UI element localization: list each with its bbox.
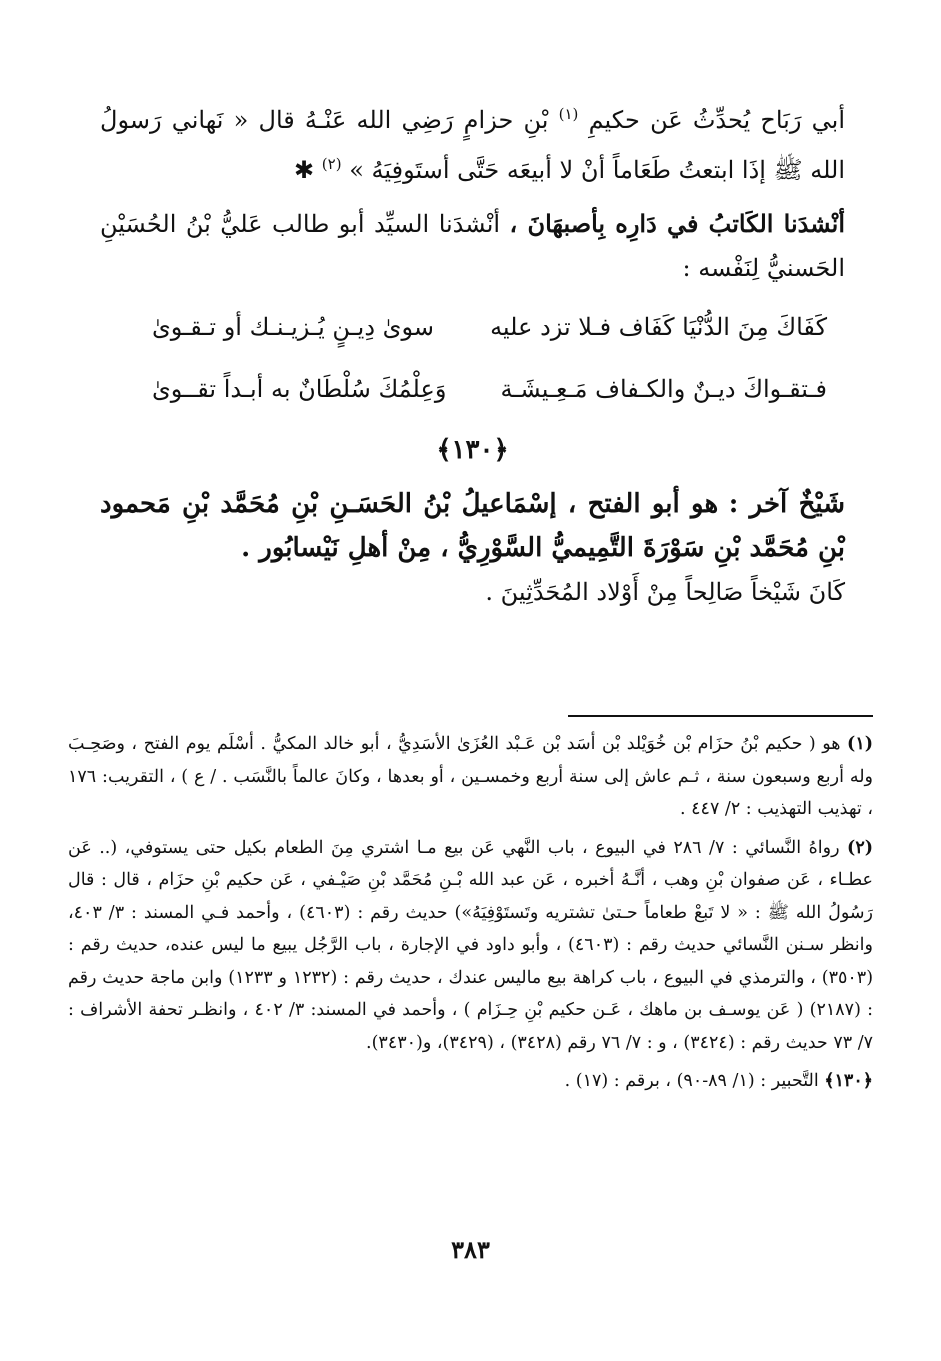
footnote-1-text: هو ( حكيم بْنُ حزَام بْن خُوَيْلد بْن أسَد بْن عَـبْد العُزَىٰ الأسَدِيُّ ، أبو خالد المكيُّ . أسْلَم يوم الفتح ، وصَحِـبَ وله أربع وسبعون سنة ، ثـم عاش إلى سنة أربع وخمسـين ، أو بعدها ، وكانَ عالماً بالنَّسَب . / ع ) ، التقريب: ١٧٦ ، تهذيب التهذيب : ٢/ ٤٤٧ .	[68, 734, 873, 819]
verse-line-2	[152, 364, 827, 414]
footnote-divider	[568, 715, 873, 717]
verse-line-1	[152, 302, 827, 352]
recitation-text: أنْشدَنا السيِّد أبو طالب عَليُّ بْنُ الحُسَيْنِ الحَسنيُّ لِنَفْسه :	[100, 210, 845, 282]
page-number: ٣٨٣	[451, 1235, 490, 1264]
paragraph-description: كَانَ شَيْخاً صَالِحاً مِنْ أَوْلاد المُحَدِّثِينَ .	[485, 578, 845, 606]
verse-2-second-hemistich: وَعِلْمُكَ سُلْطَانٌ به أبـداً تقــوىٰ	[152, 375, 447, 403]
footnote-marker-2[interactable]: (٢)	[321, 155, 342, 173]
paragraph-recitation	[100, 202, 845, 290]
asterisk-ornament: ✱	[294, 156, 315, 184]
recitation-lead: أنْشدَنا الكَاتبُ في دَارِه بِأصبهَانَ ،	[509, 209, 845, 238]
footnote-1	[68, 728, 873, 826]
footnote-2-text: رواهُ النَّسائي : ٧/ ٢٨٦ في البيوع ، باب النَّهي عَن بيع مـا اشتري مِنَ الطعام بكيل حتى يستوفي، (.. عَن عطـاء ، عَن صفوان بْنِ وهب ، أنَّـهُ أخبره ، عَن عبد الله بْـنِ مُحَمَّد بْنِ صَيْـفي ، عَن حكيم بْنِ حزَام ، قال : قال رَسُولُ الله ﷺ : « لا تَبعْ طعاماً حـتىٰ تشتريه وتَستَوْفِيَهُ») حديث رقم : (٤٦٠٣) ، وأحمد فـي المسند : ٣/ ٤٠٣، وانظر سـنن النَّسائي حديث رقم : (٤٦٠٣) ، وأبو داود في الإجارة ، باب الرَّجُل يبيع ما ليس عنده، حديث رقم : (٣٥٠٣) ، والترمذي في البيوع ، باب كراهة بيع ماليس عندك ، حديث رقم : (١٢٣٢ و ١٢٣٣) وابن ماجة حديث رقم : (٢١٨٧) ( عَن يوسـف بن ماهك ، عَـن حكيم بْنِ حِـزَام ) ، وأحمد في المسند: ٣/ ٤٠٢ ، وانظـر تحفة الأشراف : ٧/ ٧٣ حديث رقم : (٣٤٢٤) ، و : ٧/ ٧٦ رقم (٣٤٢٨) ، (٣٤٢٩)، و(٣٤٣٠).	[68, 837, 874, 1053]
verse-2-first-hemistich: فـتقـواكَ ديـنٌ والكـفاف مَـعِـيشَـة	[500, 375, 827, 403]
footnote-3-text: التَّحبير : (١/ ٨٩-٩٠) ، برقم : (١٧) .	[564, 1071, 819, 1091]
hadith-text: بْنِ حزامٍ رَضِي الله عَنْـهُ قال « نَهاني رَسولُ الله ﷺ إذَا ابتعتُ طَعَاماً أنْ لا أبيعَه حَتَّى أستَوفِيَهُ »	[100, 106, 845, 184]
footnotes	[68, 728, 873, 1104]
footnote-1-ref: (١)	[847, 734, 873, 754]
footnote-marker-1[interactable]: (١)	[558, 105, 579, 123]
footnote-3	[68, 1065, 873, 1098]
hadith-line-start: أبي رَبَاح يُحدِّثُ عَن حكيمِ	[588, 106, 845, 134]
biography-text: هو أبو الفتح ، إسْمَاعيلُ بْنُ الحَسَـنِ بْنِ مُحَمَّد بْنِ مَحمود بْنِ مُحَمَّد بْنِ سَوْرَةَ التَّمِيميُّ السَّوْرِيُّ ، مِنْ أهلِ نَيْسابُور .	[100, 489, 845, 563]
entry-number: ﴿١٣٠﴾	[436, 435, 509, 465]
paragraph-biography	[100, 482, 845, 570]
footnote-3-ref: ﴿١٣٠﴾	[824, 1071, 873, 1091]
paragraph-hadith	[100, 92, 845, 192]
footnote-2	[68, 832, 873, 1060]
verse-1-second-hemistich: سوىٰ دِيـنٍ يُـزيـنـك أو تـقـوىٰ	[152, 313, 434, 341]
biography-lead: شَيْخٌ آخر :	[728, 489, 846, 519]
verse-1-first-hemistich: كَفَاكَ مِنَ الدُّنْيَا كَفَاف فـلا تزد عليه	[490, 313, 827, 341]
footnote-2-ref: (٢)	[847, 837, 873, 858]
main-text	[100, 92, 845, 614]
